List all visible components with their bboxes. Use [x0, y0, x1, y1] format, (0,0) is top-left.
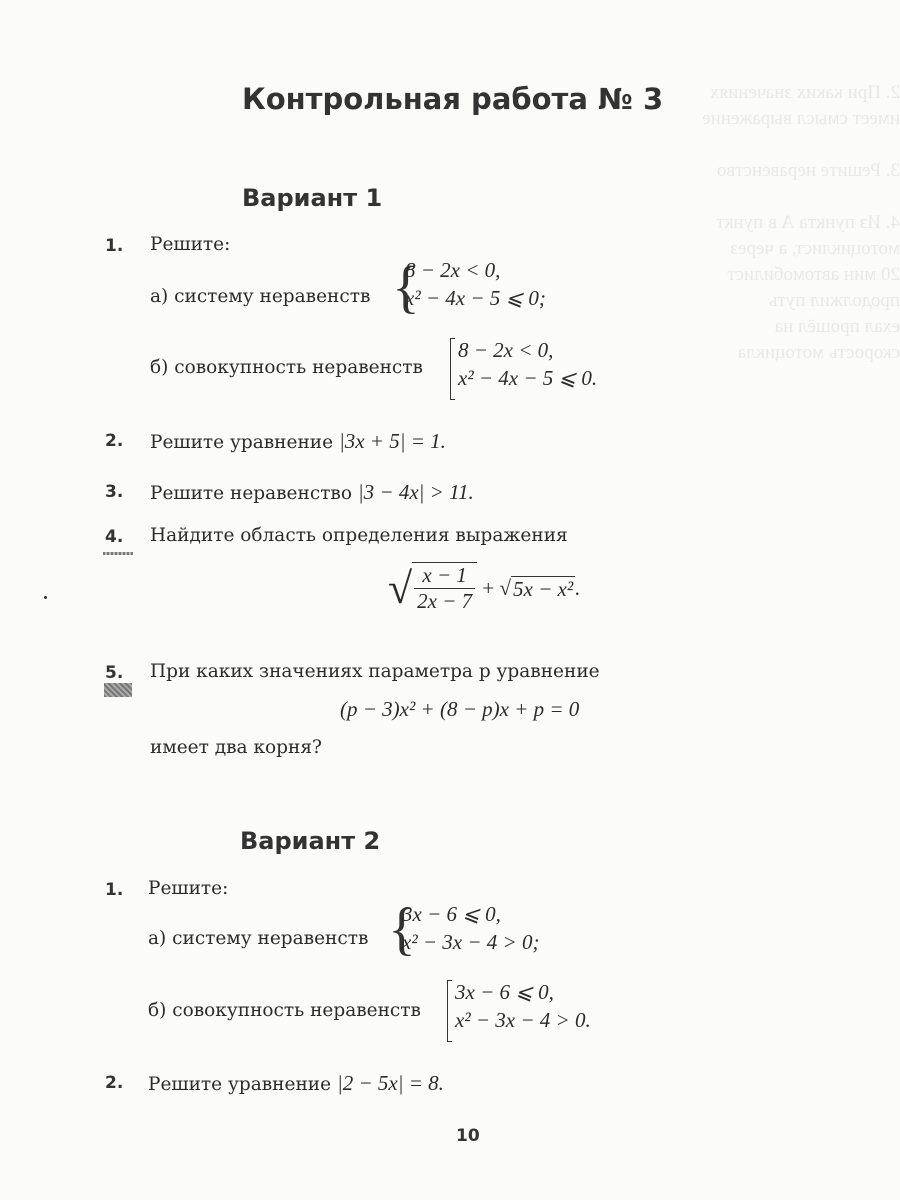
- task-a-label: а) систему неравенств: [148, 928, 369, 949]
- variant-2-heading: Вариант 2: [240, 827, 381, 855]
- page-title: Контрольная работа № 3: [242, 82, 664, 116]
- task-number: 1.: [105, 880, 124, 900]
- task-b-label: б) совокупность неравенств: [148, 1000, 421, 1021]
- page-number: 10: [456, 1126, 480, 1146]
- task-text: Решите уравнение |3x + 5| = 1.: [150, 429, 446, 453]
- task-text: Решите:: [150, 234, 231, 255]
- task-number: 2.: [105, 1073, 124, 1093]
- task-number: 5.: [105, 663, 124, 683]
- system-brace-icon: {: [392, 254, 420, 319]
- task-text: Решите неравенство |3 − 4x| > 11.: [150, 480, 474, 504]
- union-inequalities: 8 − 2x < 0, x² − 4x − 5 ⩽ 0.: [458, 338, 598, 390]
- union-bracket-icon: [450, 338, 455, 400]
- bleed-through-text: 2. При каких значениях имеет смысл выражение 3. Решите неравенство 4. Из пункта A в пункт мотоциклист, а через 20 мин автомобилист продолжил путь ехал прошёл на скорость мотоцикла: [702, 82, 900, 363]
- difficulty-underline-icon: [103, 552, 133, 555]
- task-number: 3.: [105, 482, 124, 502]
- task-b-label: б) совокупность неравенств: [150, 357, 423, 378]
- task-text: При каких значениях параметра p уравнение: [150, 661, 600, 682]
- margin-dot: [44, 596, 47, 599]
- union-bracket-icon: [447, 980, 452, 1042]
- system-inequalities: 3x − 6 ⩽ 0, x² − 3x − 4 > 0;: [402, 902, 540, 954]
- difficulty-shade-icon: [104, 683, 132, 697]
- task-text-tail: имеет два корня?: [150, 737, 322, 758]
- task-a-label: а) систему неравенств: [150, 286, 371, 307]
- task-text: Найдите область определения выражения: [150, 525, 568, 546]
- union-inequalities: 3x − 6 ⩽ 0, x² − 3x − 4 > 0.: [455, 980, 591, 1032]
- system-inequalities: 8 − 2x < 0, x² − 4x − 5 ⩽ 0;: [405, 258, 546, 310]
- task-text: Решите уравнение |2 − 5x| = 8.: [148, 1071, 444, 1095]
- system-brace-icon: {: [388, 896, 416, 961]
- task-text: Решите:: [148, 878, 229, 899]
- variant-1-heading: Вариант 1: [242, 184, 383, 212]
- task-number: 2.: [105, 431, 124, 451]
- domain-expression: √ $\frac{x - 1}{2x - 7}$ + √5x − x².: [388, 563, 581, 613]
- task-number: 4.: [105, 527, 124, 547]
- task-number: 1.: [105, 236, 124, 256]
- parameter-equation: (p − 3)x² + (8 − p)x + p = 0: [340, 697, 580, 721]
